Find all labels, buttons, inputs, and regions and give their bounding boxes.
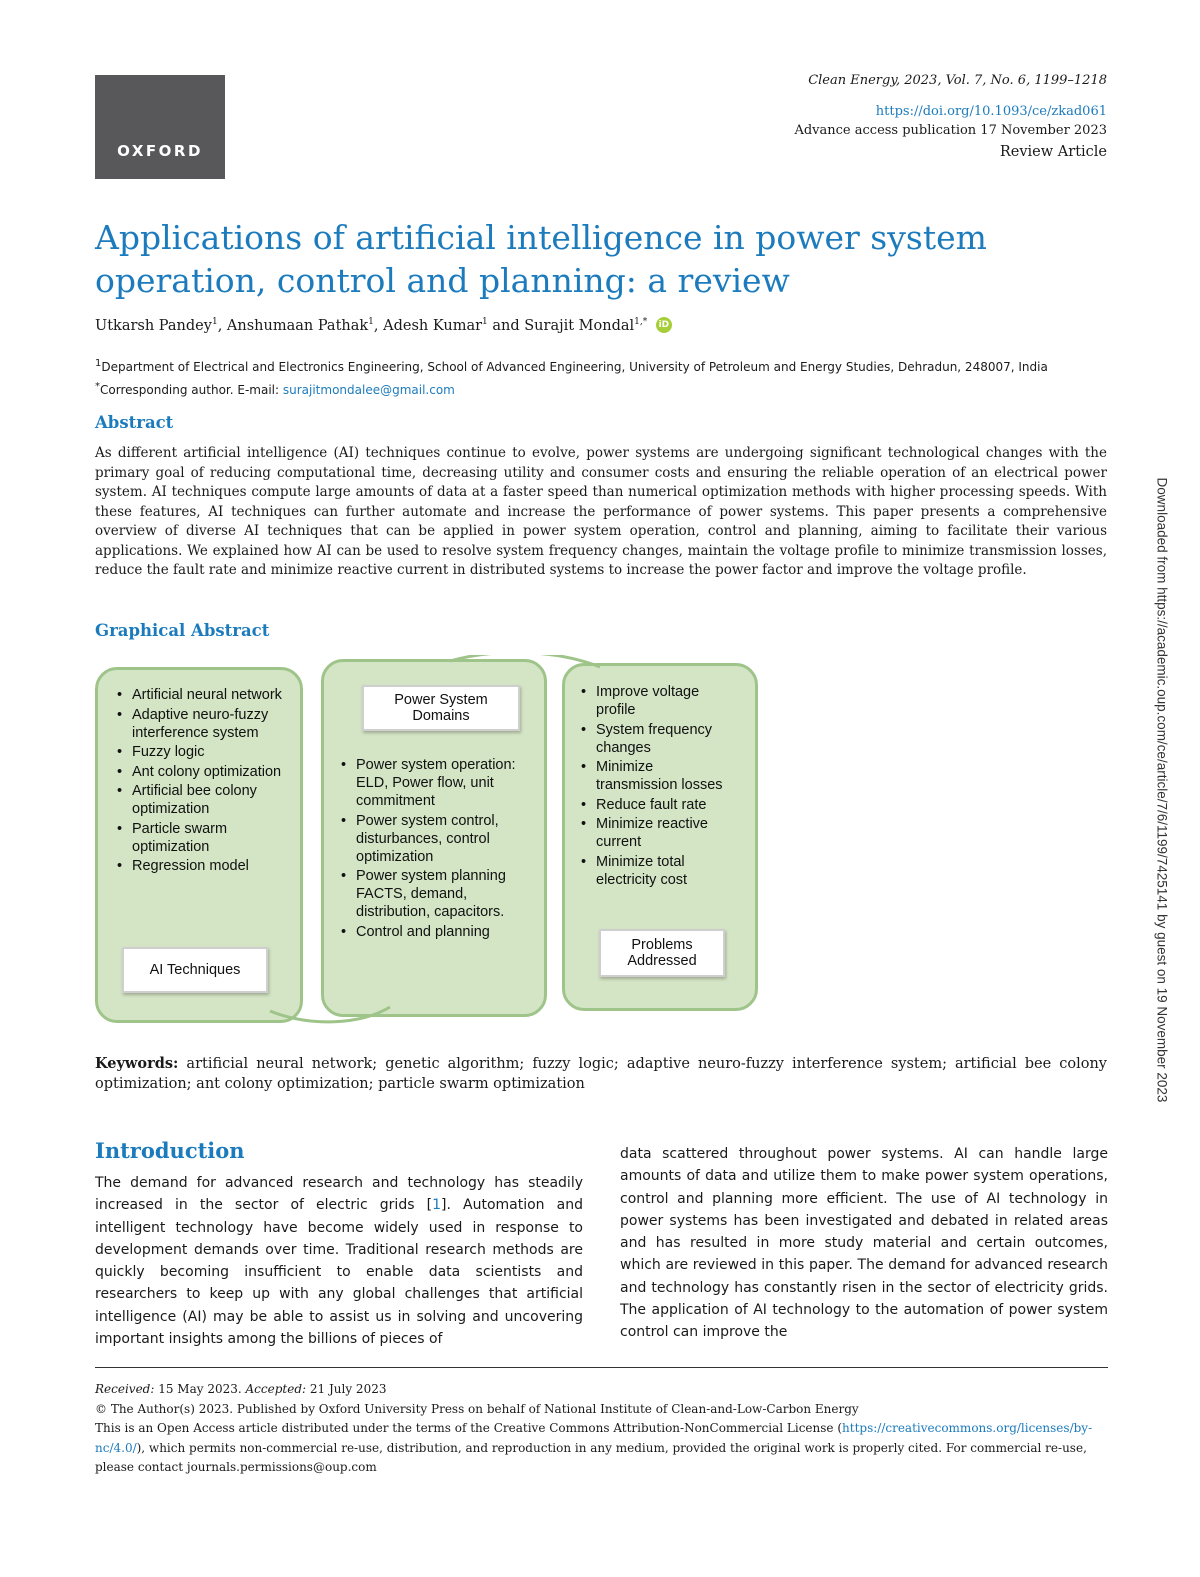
orcid-icon[interactable]: iD (656, 317, 672, 333)
author-affil-sup: 1 (482, 317, 488, 327)
ai-technique-item: • Artificial neural network (114, 686, 294, 704)
connector-arc-left (270, 1007, 390, 1022)
ai-techniques-list (114, 686, 294, 877)
ai-technique-item: • Adaptive neuro-fuzzy interference system (114, 706, 294, 742)
ai-technique-item: • Artificial bee colony optimization (114, 782, 294, 818)
advance-access-date: Advance access publication 17 November 2023 (794, 123, 1107, 138)
introduction-col-2: data scattered throughout power systems. AI can handle large amounts of data and utilize them to make power system operations, control and planning more efficient. The use of AI technology in power systems has been investigated and debated in related areas and has resulted in more study material and certain outcomes, which are reviewed in this paper. The demand for advanced research and technology has constantly risen in the sector of electricity grids. The application of AI technology to the automation of power system control can improve the (620, 1146, 1108, 1341)
article-type: Review Article (999, 144, 1107, 160)
connector-arc-right (450, 655, 600, 667)
domain-item: • Power system operation: ELD, Power flow, unit commitment (338, 756, 528, 810)
graphical-abstract-figure (90, 655, 760, 1030)
problem-item: • Minimize total electricity cost (578, 853, 728, 889)
accepted-label: Accepted: (241, 1382, 307, 1396)
ai-techniques-label: AI Techniques (122, 947, 268, 993)
license-part: This is an Open Access article distributed under the terms of the Creative Commons Attribution-NonCommercial License ( (95, 1421, 843, 1435)
intro-text: ]. Automation and intelligent technology have become widely used in response to development demands over time. Traditional research methods are quickly becoming insufficient to enable data scientists and researchers to keep up with any global challenges that artificial intelligence (AI) may be able to assist us in solving and uncovering important insights among the billions of pieces of (95, 1197, 583, 1348)
author-affil-sup: 1 (211, 317, 218, 327)
affiliations (95, 354, 1105, 400)
author-affil-sup: 1,* (634, 317, 648, 327)
author-name[interactable]: Adesh Kumar (383, 317, 483, 334)
problems-list (578, 683, 728, 890)
received-date: 15 May 2023. (154, 1382, 242, 1396)
problem-item: • Minimize reactive current (578, 815, 728, 851)
keywords-text: artificial neural network; genetic algorithm; fuzzy logic; adaptive neuro-fuzzy interference system; artificial bee colony optimization; ant colony optimization; particle swarm optimization (95, 1056, 1107, 1092)
domain-item: • Control and planning (338, 923, 528, 941)
ai-technique-item: • Ant colony optimization (114, 763, 294, 781)
license-text (95, 1419, 1108, 1478)
dates-line (95, 1380, 1108, 1400)
author-affil-sup: 1 (368, 317, 374, 327)
author-separator: , (217, 317, 227, 334)
ai-technique-item: • Regression model (114, 857, 294, 875)
received-label: Received: (95, 1382, 155, 1396)
affiliation-sup: 1 (95, 358, 102, 369)
footer-notes (95, 1380, 1108, 1478)
logo-text: OXFORD (117, 142, 203, 160)
journal-citation: Clean Energy, 2023, Vol. 7, No. 6, 1199–1218 (808, 73, 1107, 88)
problems-addressed-label: Problems Addressed (599, 929, 725, 977)
author-separator: , (373, 317, 384, 334)
author-name[interactable]: Surajit Mondal (524, 317, 635, 334)
author-name[interactable]: Utkarsh Pandey (95, 317, 212, 334)
author-and: and (487, 317, 525, 334)
ai-technique-item: • Particle swarm optimization (114, 820, 294, 856)
author-list (95, 317, 672, 334)
copyright-line: © The Author(s) 2023. Published by Oxford University Press on behalf of National Institute of Clean-and-Low-Carbon Energy (95, 1401, 859, 1416)
abstract-heading: Abstract (95, 413, 174, 432)
ai-technique-item: • Fuzzy logic (114, 743, 294, 761)
corresponding-email-link[interactable]: surajitmondalee@gmail.com (282, 383, 455, 397)
domain-item: • Power system control, disturbances, control optimization (338, 812, 528, 866)
problem-item: • System frequency changes (578, 721, 728, 757)
corresponding-label: Corresponding author. E-mail: (100, 383, 283, 397)
domain-item: • Power system planning FACTS, demand, distribution, capacitors. (338, 867, 528, 921)
keywords (95, 1054, 1107, 1094)
license-part: ), which permits non-commercial re-use, distribution, and reproduction in any medium, provided the original work is properly cited. For commercial re-use, please contact journals.permissions@oup.com (95, 1440, 1087, 1474)
affiliation-text: Department of Electrical and Electronics Engineering, School of Advanced Engineering, University of Petroleum and Energy Studies, Dehradun, 248007, India (101, 360, 1048, 374)
keywords-label: Keywords: (95, 1055, 179, 1072)
doi-link[interactable]: https://doi.org/10.1093/ce/zkad061 (875, 104, 1107, 119)
paper-title: Applications of artificial intelligence in power system operation, control and planning: a review (95, 218, 987, 300)
introduction-heading: Introduction (95, 1138, 245, 1163)
corresponding-sup: * (95, 381, 100, 392)
problem-item: • Improve voltage profile (578, 683, 728, 719)
graphical-abstract-heading: Graphical Abstract (95, 621, 270, 640)
abstract-text: As different artificial intelligence (AI) techniques continue to evolve, power systems are undergoing significant technological changes with the primary goal of reducing computational time, decreasing utility and consumer costs and ensuring the reliable operation of an electrical power system. AI techniques compute large amounts of data at a faster speed than numerical optimization methods with higher processing speeds. With these features, AI techniques can further automate and increase the performance of power systems. This paper presents a comprehensive overview of diverse AI techniques that can be applied in power system operation, control and planning, aiming to facilitate their various applications. We explained how AI can be used to resolve system frequency changes, maintain the voltage profile to minimize transmission losses, reduce the fault rate and minimize reactive current in distributed systems to increase the power factor and improve the voltage profile. (95, 445, 1107, 578)
intro-text: The demand for advanced research and technology has steadily increased in the sector of electric grids [ (95, 1175, 583, 1214)
domains-list (338, 756, 528, 942)
oxford-logo (95, 75, 225, 179)
problem-item: • Reduce fault rate (578, 796, 728, 814)
footer-divider (95, 1367, 1108, 1368)
download-note-text: Downloaded from https://academic.oup.com/ce/article/7/6/1199/7425141 by guest on 19 November 2023 (1154, 477, 1170, 1103)
corresponding-line (95, 377, 1105, 400)
problem-item: • Minimize transmission losses (578, 758, 728, 794)
citation-link[interactable]: 1 (432, 1197, 441, 1214)
download-note (1152, 410, 1172, 1170)
accepted-date: 21 July 2023 (306, 1382, 387, 1396)
author-name[interactable]: Anshumaan Pathak (226, 317, 369, 334)
license-link[interactable]: https://creativecommons.org/licenses/by-nc/4.0/ (95, 1421, 1093, 1455)
introduction-col-1 (95, 1172, 583, 1350)
affiliation-line (95, 354, 1105, 377)
power-system-domains-label: Power System Domains (362, 685, 520, 731)
